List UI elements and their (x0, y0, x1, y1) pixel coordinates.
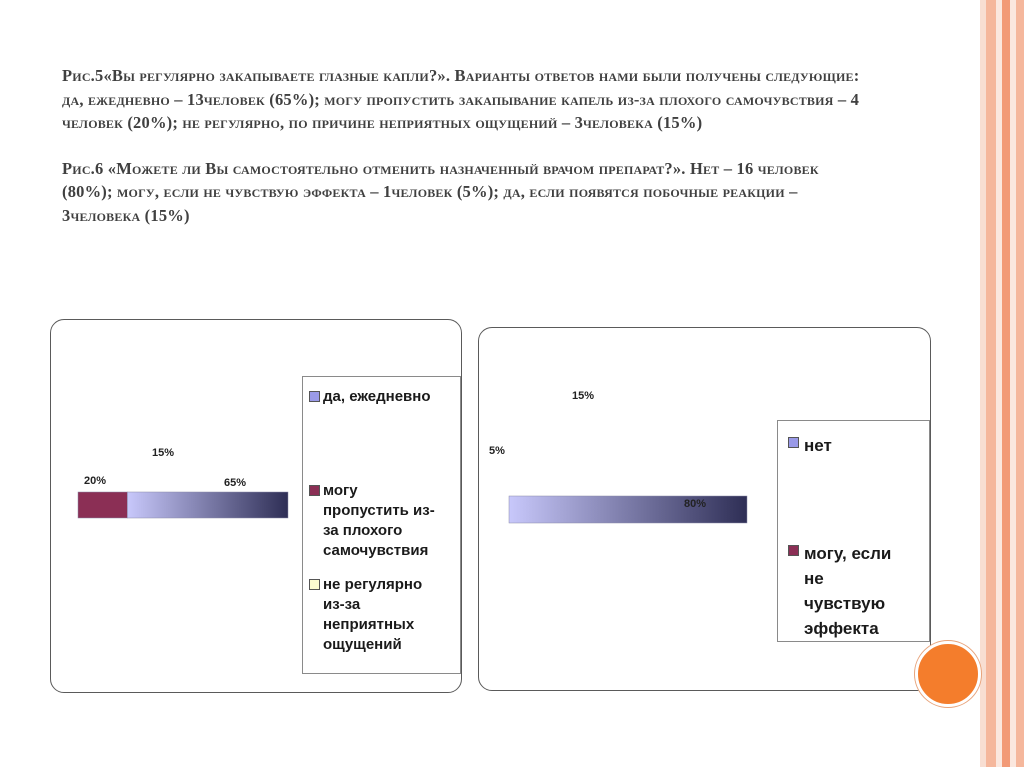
decorative-orange-circle (915, 641, 981, 707)
data-label-3: 15% (572, 390, 595, 402)
chart-panel-2 (478, 327, 931, 691)
legend-swatch-1 (788, 437, 799, 448)
stripe (986, 0, 996, 767)
caption-figure-6: Рис.6 «Можете ли Вы самостоятельно отменить назначенный врачом препарат?». Нет – 16 человек (80%); могу, если не чувствую эффекта – 1человек (5%); да, если появятся побочные реакции – 3человека (15%) (62, 158, 819, 225)
legend-label-1: да, ежедневно (323, 388, 431, 405)
caption-figure-5: Рис.5«Вы регулярно закапываете глазные капли?». Варианты ответов нами были получены следующие: да, ежедневно – 13человек (65%); могу пропустить закапывание капель из-за плохого самочувствия – 4 человек (20%); не регулярно, по причине неприятных ощущений – 3человека (15%) (62, 66, 860, 132)
data-label-2: 20% (84, 475, 107, 487)
bar-segment-1 (127, 492, 288, 518)
legend-label-2: могу пропустить из- за плохого самочувствия (323, 482, 435, 559)
stripe (1016, 0, 1024, 767)
legend-label-2: могу, если не чувствую эффекта (804, 544, 892, 638)
legend-label-3: не регулярно из-за неприятных ощущений (323, 576, 423, 653)
legend-swatch-2 (309, 485, 320, 496)
legend-swatch-2 (788, 545, 799, 556)
stripe (1002, 0, 1010, 767)
legend-swatch-1 (309, 391, 320, 402)
data-label-3: 15% (152, 447, 175, 459)
data-label-1: 65% (224, 477, 247, 489)
legend-swatch-3 (309, 579, 320, 590)
data-label-2: 5% (489, 445, 505, 457)
decorative-stripes (980, 0, 1024, 767)
slide-caption (62, 64, 872, 227)
data-label-1: 80% (684, 498, 707, 510)
legend-label-1: нет (804, 436, 832, 455)
bar-segment-1 (509, 496, 747, 523)
chart-2-legend (777, 420, 930, 642)
chart-1-legend (302, 376, 461, 674)
chart-panel-1 (50, 319, 462, 693)
bar-segment-2 (78, 492, 127, 518)
